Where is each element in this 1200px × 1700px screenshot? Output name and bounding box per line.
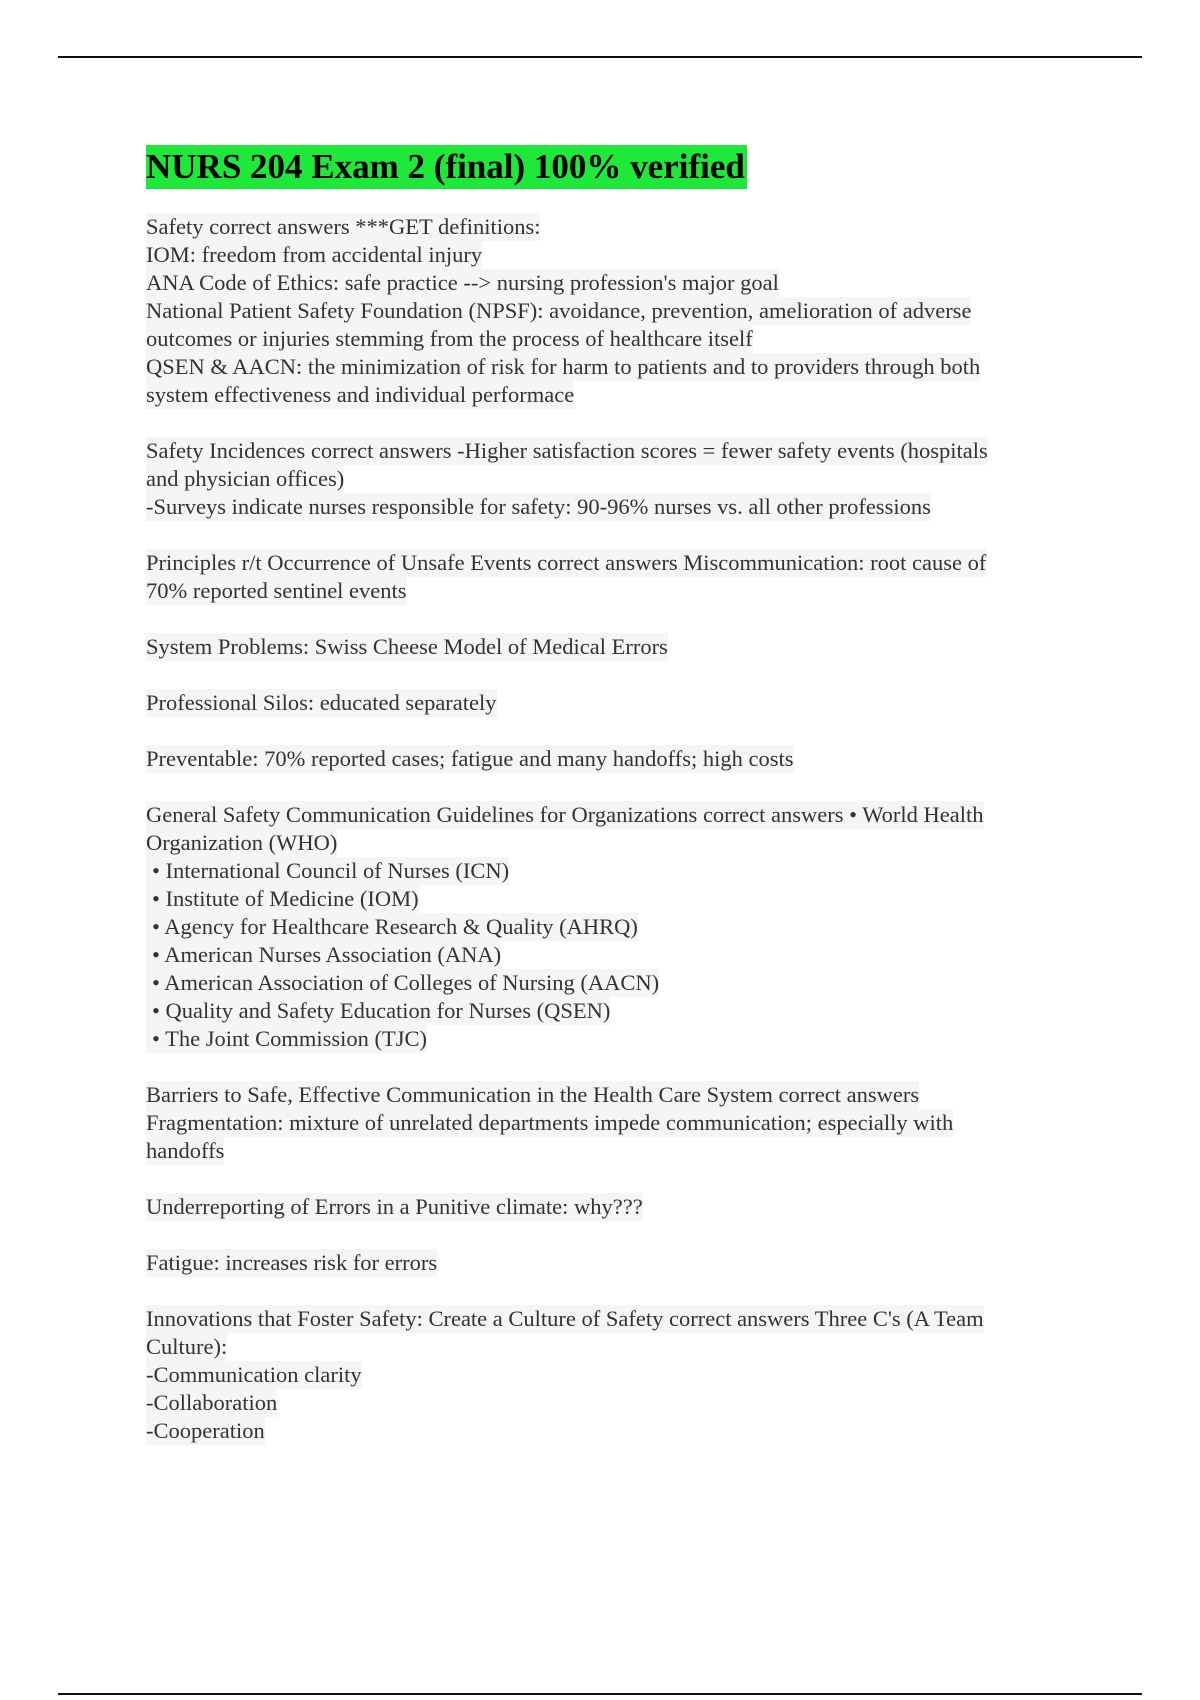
text-line: Safety Incidences correct answers -Higher satisfaction scores = fewer safety events (hospitals [146,438,988,463]
text-line: Underreporting of Errors in a Punitive climate: why??? [146,1194,643,1219]
bullet-item: • American Nurses Association (ANA) [146,941,501,969]
bottom-divider [58,1693,1142,1695]
text-line: Safety correct answers ***GET definitions: [146,214,541,239]
text-line: System Problems: Swiss Cheese Model of Medical Errors [146,634,668,659]
text-block [146,1193,1058,1221]
text-block [146,689,1058,717]
document-body [146,213,1058,1445]
text-line: Culture): [146,1334,228,1359]
text-line: Barriers to Safe, Effective Communication in the Health Care System correct answers [146,1082,920,1107]
bullet-item: • American Association of Colleges of Nursing (AACN) [146,969,659,997]
text-line: Professional Silos: educated separately [146,690,497,715]
text-line: Preventable: 70% reported cases; fatigue and many handoffs; high costs [146,746,794,771]
top-divider [58,56,1142,58]
bullet-item: • The Joint Commission (TJC) [146,1025,427,1053]
text-line: QSEN & AACN: the minimization of risk for harm to patients and to providers through both [146,354,981,379]
bullet-item: • Quality and Safety Education for Nurses (QSEN) [146,997,610,1025]
bullet-item: • Institute of Medicine (IOM) [146,885,419,913]
text-line: outcomes or injuries stemming from the process of healthcare itself [146,326,753,351]
bullet-item: • Agency for Healthcare Research & Quality (AHRQ) [146,913,638,941]
text-block [146,549,1058,605]
text-block [146,1305,1058,1445]
text-line: -Surveys indicate nurses responsible for safety: 90-96% nurses vs. all other professions [146,494,931,519]
text-line: handoffs [146,1138,225,1163]
text-block [146,745,1058,773]
text-line: National Patient Safety Foundation (NPSF): avoidance, prevention, amelioration of adverse [146,298,972,323]
document-page [146,145,1058,1473]
text-block [146,437,1058,521]
text-line: Organization (WHO) [146,830,338,855]
text-block [146,801,1058,1053]
text-line: Innovations that Foster Safety: Create a Culture of Safety correct answers Three C's (A Team [146,1306,984,1331]
text-line: Principles r/t Occurrence of Unsafe Events correct answers Miscommunication: root cause of [146,550,987,575]
document-title: NURS 204 Exam 2 (final) 100% verified [146,145,747,189]
text-line: -Cooperation [146,1418,265,1443]
text-line: ANA Code of Ethics: safe practice --> nursing profession's major goal [146,270,779,295]
text-block [146,213,1058,409]
text-line: 70% reported sentinel events [146,578,407,603]
text-line: and physician offices) [146,466,345,491]
text-line: -Communication clarity [146,1362,362,1387]
text-line: Fragmentation: mixture of unrelated departments impede communication; especially with [146,1110,954,1135]
text-line: IOM: freedom from accidental injury [146,242,483,267]
text-line: General Safety Communication Guidelines for Organizations correct answers • World Health [146,802,984,827]
text-line: system effectiveness and individual performace [146,382,575,407]
text-block [146,633,1058,661]
text-block [146,1249,1058,1277]
bullet-item: • International Council of Nurses (ICN) [146,857,509,885]
text-line: -Collaboration [146,1390,278,1415]
text-line: Fatigue: increases risk for errors [146,1250,438,1275]
text-block [146,1081,1058,1165]
